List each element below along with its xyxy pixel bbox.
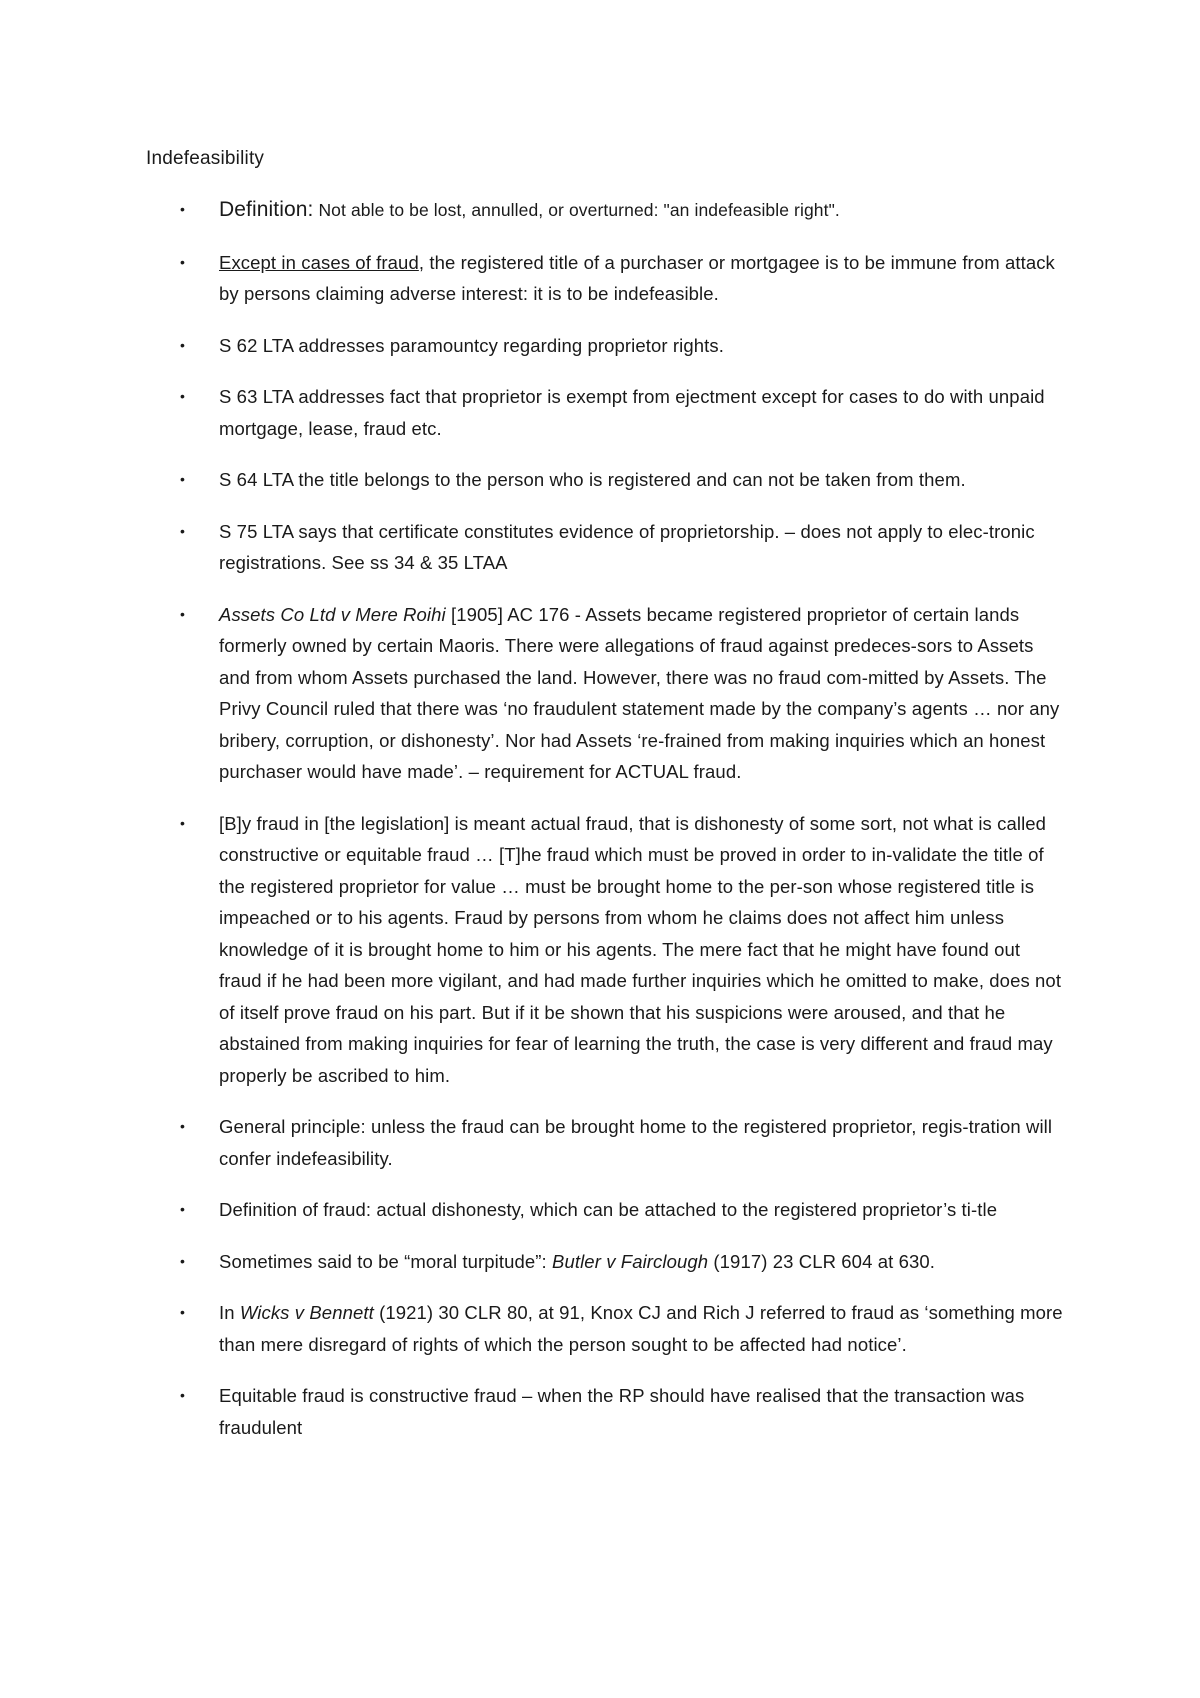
document-title: Indefeasibility: [146, 148, 265, 169]
bullet-icon: •: [180, 388, 186, 404]
bullet-list: [146, 194, 1066, 1463]
bullet-icon: •: [180, 1201, 186, 1217]
bullet-assets-case: [146, 599, 1066, 788]
bullet-wicks-bennett: [146, 1297, 1066, 1360]
bullet-except-fraud: [146, 247, 1066, 310]
bullet-icon: •: [180, 336, 186, 353]
bullet-icon: •: [180, 522, 186, 539]
bullet-text: Definition of fraud: actual dishonesty, which can be attached to the registered proprietor’s ti-tle: [219, 1199, 998, 1220]
bullet-icon: •: [180, 814, 186, 831]
bullet-text: [1905] AC 176 - Assets became registered proprietor of certain lands formerly owned by certain Maoris. There were allegations of fraud against predeces-sors to Assets and from whom Assets purchased the land. However, there was no fraud com-mitted by Assets. The Privy Council ruled that there was ‘no fraudulent statement made by the company’s agents … nor any bribery, corruption, or dishonesty’. Nor had Assets ‘re-frained from making inquiries which an honest purchaser would have made’. – requirement for ACTUAL fraud.: [219, 603, 1060, 782]
bullet-icon: •: [180, 471, 186, 487]
bullet-s63: [146, 381, 1066, 444]
bullet-text: (1921) 30 CLR 80, at 91, Knox CJ and Rich J referred to fraud as ‘something more than mere disregard of rights of which the person sought to be affected had notice’.: [219, 1302, 1063, 1355]
bullet-prefix: In: [219, 1302, 240, 1323]
bullet-actual-fraud-quote: [146, 808, 1066, 1092]
bullet-text: , the registered title of a purchaser or mortgagee is to be immune from attack by persons claiming adverse interest: it is to be indefeasible.: [219, 251, 1055, 304]
case-name: Assets Co Ltd v Mere Roihi: [219, 603, 446, 625]
bullet-definition-of-fraud: [146, 1194, 1066, 1226]
underlined-phrase: Except in cases of fraud: [219, 251, 419, 273]
bullet-icon: •: [180, 1387, 186, 1403]
case-name: Wicks v Bennett: [239, 1302, 374, 1323]
bullet-text: S 63 LTA addresses fact that proprietor is exempt from ejectment except for cases to do with unpaid mortgage, lease, fraud etc.: [219, 386, 1045, 439]
bullet-s64: [146, 464, 1066, 496]
bullet-general-principle: [146, 1111, 1066, 1174]
bullet-s62: [146, 330, 1066, 362]
bullet-equitable-fraud: [146, 1380, 1066, 1443]
bullet-text: General principle: unless the fraud can be brought home to the registered proprietor, regis-tration will confer indefeasibility.: [219, 1116, 1053, 1169]
definition-lead: Definition:: [219, 198, 314, 221]
bullet-text: Equitable fraud is constructive fraud – when the RP should have realised that the transaction was fraudulent: [219, 1385, 1025, 1438]
bullet-icon: •: [180, 1118, 186, 1134]
bullet-icon: •: [180, 1304, 186, 1320]
bullet-definition: [146, 194, 1066, 227]
bullet-text: S 64 LTA the title belongs to the person who is registered and can not be taken from them.: [219, 469, 966, 490]
bullet-icon: •: [180, 1252, 186, 1269]
bullet-moral-turpitude: [146, 1246, 1066, 1278]
bullet-icon: •: [180, 605, 186, 622]
bullet-text: S 62 LTA addresses paramountcy regarding proprietor rights.: [219, 334, 724, 356]
bullet-text: [B]y fraud in [the legislation] is meant actual fraud, that is dishonesty of some sort, not what is called constructive or equitable fraud … [T]he fraud which must be proved in order to in-validate the title of the registered proprietor for value … must be brought home to the per-son whose registered title is impeached or to his agents. Fraud by persons from whom he claims does not affect him unless knowledge of it is brought home to him or his agents. The mere fact that he might have found out fraud if he had been more vigilant, and had made further inquiries which he omitted to make, does not of itself prove fraud on his part. But if it be shown that his suspicions were aroused, and that he abstained from making inquiries for fear of learning the truth, the case is very different and fraud may properly be ascribed to him.: [219, 812, 1062, 1086]
bullet-icon: •: [180, 201, 186, 217]
bullet-text: (1917) 23 CLR 604 at 630.: [708, 1250, 935, 1272]
bullet-icon: •: [180, 253, 186, 270]
bullet-prefix: Sometimes said to be “moral turpitude”:: [219, 1250, 553, 1272]
definition-text: Not able to be lost, annulled, or overturned: "an indefeasible right".: [313, 200, 840, 220]
bullet-text: S 75 LTA says that certificate constitutes evidence of proprietorship. – does not apply to elec-tronic registrations. See ss 34 & 35 LTAA: [219, 520, 1035, 573]
bullet-s75: [146, 516, 1066, 579]
case-name: Butler v Fairclough: [552, 1250, 709, 1272]
